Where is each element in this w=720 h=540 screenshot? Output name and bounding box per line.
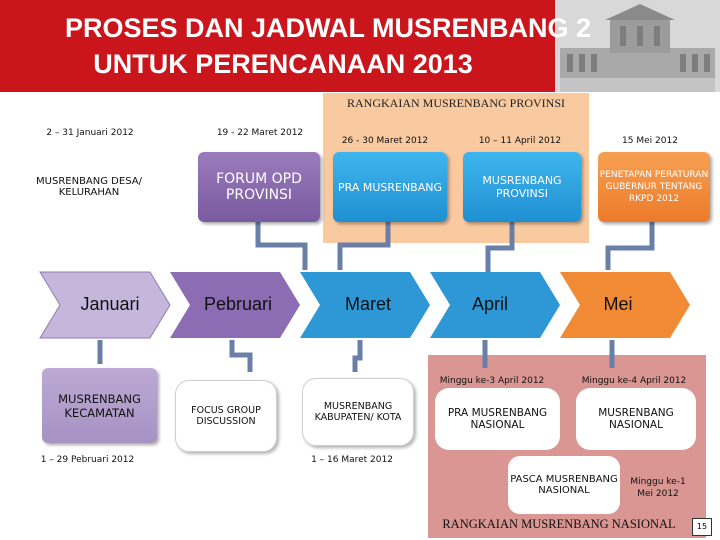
date-kabupaten: 1 – 16 Maret 2012 — [311, 455, 393, 465]
month-mei: Mei — [603, 294, 633, 314]
pra-musrenbang-nasional-box — [435, 388, 560, 450]
pra-musrenbang-label: PRA MUSRENBANG — [337, 180, 443, 194]
date-pra: 26 - 30 Maret 2012 — [341, 136, 429, 146]
focus-group-box — [175, 380, 277, 452]
musrenbang-kabupaten-box — [302, 378, 414, 446]
date-nasional: Minggu ke-4 April 2012 — [581, 376, 687, 386]
date-januari: 2 – 31 Januari 2012 — [46, 128, 134, 138]
month-januari: Januari — [80, 294, 140, 314]
page-number: 15 — [692, 518, 712, 536]
provinsi-region-label: RANGKAIAN MUSRENBANG PROVINSI — [346, 96, 565, 110]
month-pebruari: Pebruari — [203, 294, 273, 314]
focus-group-label: FOCUS GROUP DISCUSSION — [191, 405, 261, 427]
penetapan-label: PENETAPAN PERATURAN GUBERNUR TENTANG RKPD 2012 — [599, 170, 709, 204]
pra-musrenbang-nasional-label: PRA MUSRENBANG NASIONAL — [447, 407, 548, 431]
date-pra-nasional: Minggu ke-3 April 2012 — [439, 376, 545, 386]
date-kecamatan: 1 – 29 Pebruari 2012 — [40, 455, 135, 465]
musrenbang-kecamatan-label: MUSRENBANG KECAMATAN — [58, 391, 141, 420]
date-provinsi: 10 – 11 April 2012 — [478, 136, 562, 146]
musrenbang-nasional-box — [576, 388, 696, 450]
musrenbang-nasional-label: MUSRENBANG NASIONAL — [598, 407, 674, 431]
month-april: April — [471, 294, 508, 314]
musrenbang-kecamatan-box — [42, 368, 157, 443]
date-penetapan: 15 Mei 2012 — [622, 136, 678, 146]
forum-opd-label: FORUM OPD PROVINSI — [216, 171, 302, 203]
date-pasca: Minggu ke-1 Mei 2012 — [630, 477, 686, 499]
month-maret: Maret — [344, 294, 391, 314]
pasca-musrenbang-label: PASCA MUSRENBANG NASIONAL — [510, 474, 618, 496]
musrenbang-provinsi-label: MUSRENBANG PROVINSI — [482, 174, 562, 200]
musrenbang-desa-label: MUSRENBANG DESA/ KELURAHAN — [36, 176, 142, 198]
musrenbang-kabupaten-label: MUSRENBANG KABUPATEN/ KOTA — [314, 401, 402, 423]
pasca-musrenbang-box — [508, 456, 620, 514]
nasional-region-label: RANGKAIAN MUSRENBANG NASIONAL — [442, 517, 676, 531]
date-forum: 19 - 22 Maret 2012 — [216, 128, 304, 138]
title-line-2: UNTUK PERENCANAAN 2013 — [93, 49, 473, 79]
title-line-1: PROSES DAN JADWAL MUSRENBANG 2 — [64, 13, 592, 43]
